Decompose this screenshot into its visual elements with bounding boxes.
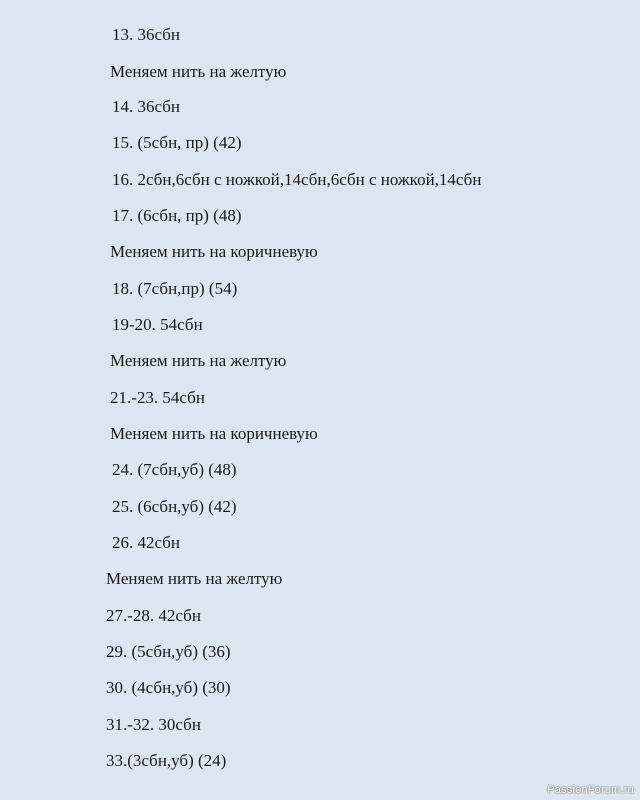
pattern-line: Меняем нить на желтую <box>106 569 283 588</box>
pattern-line: 14. 36сбн <box>112 97 180 116</box>
pattern-line: 33.(3сбн,уб) (24) <box>106 751 227 770</box>
pattern-line: 16. 2сбн,6сбн с ножкой,14сбн,6сбн с ножкой,14сбн <box>112 170 482 189</box>
pattern-line: 15. (5сбн, пр) (42) <box>112 133 242 152</box>
pattern-line: 24. (7сбн,уб) (48) <box>112 460 237 479</box>
pattern-line: 27.-28. 42сбн <box>106 606 201 625</box>
pattern-line: 21.-23. 54сбн <box>110 388 205 407</box>
pattern-line: 19-20. 54сбн <box>112 315 203 334</box>
pattern-line: 13. 36сбн <box>112 25 180 44</box>
watermark: PassionForum.ru <box>547 784 634 796</box>
pattern-line: 25. (6сбн,уб) (42) <box>112 497 237 516</box>
pattern-line: 29. (5сбн,уб) (36) <box>106 642 231 661</box>
pattern-line: Меняем нить на желтую <box>110 62 287 81</box>
pattern-line: 31.-32. 30сбн <box>106 715 201 734</box>
pattern-line: Меняем нить на коричневую <box>110 424 318 443</box>
pattern-line: 26. 42сбн <box>112 533 180 552</box>
pattern-line: Меняем нить на желтую <box>110 351 287 370</box>
pattern-line: 30. (4сбн,уб) (30) <box>106 678 231 697</box>
pattern-line: Меняем нить на коричневую <box>110 242 318 261</box>
pattern-line: 17. (6сбн, пр) (48) <box>112 206 242 225</box>
pattern-line: 18. (7сбн,пр) (54) <box>112 279 238 298</box>
